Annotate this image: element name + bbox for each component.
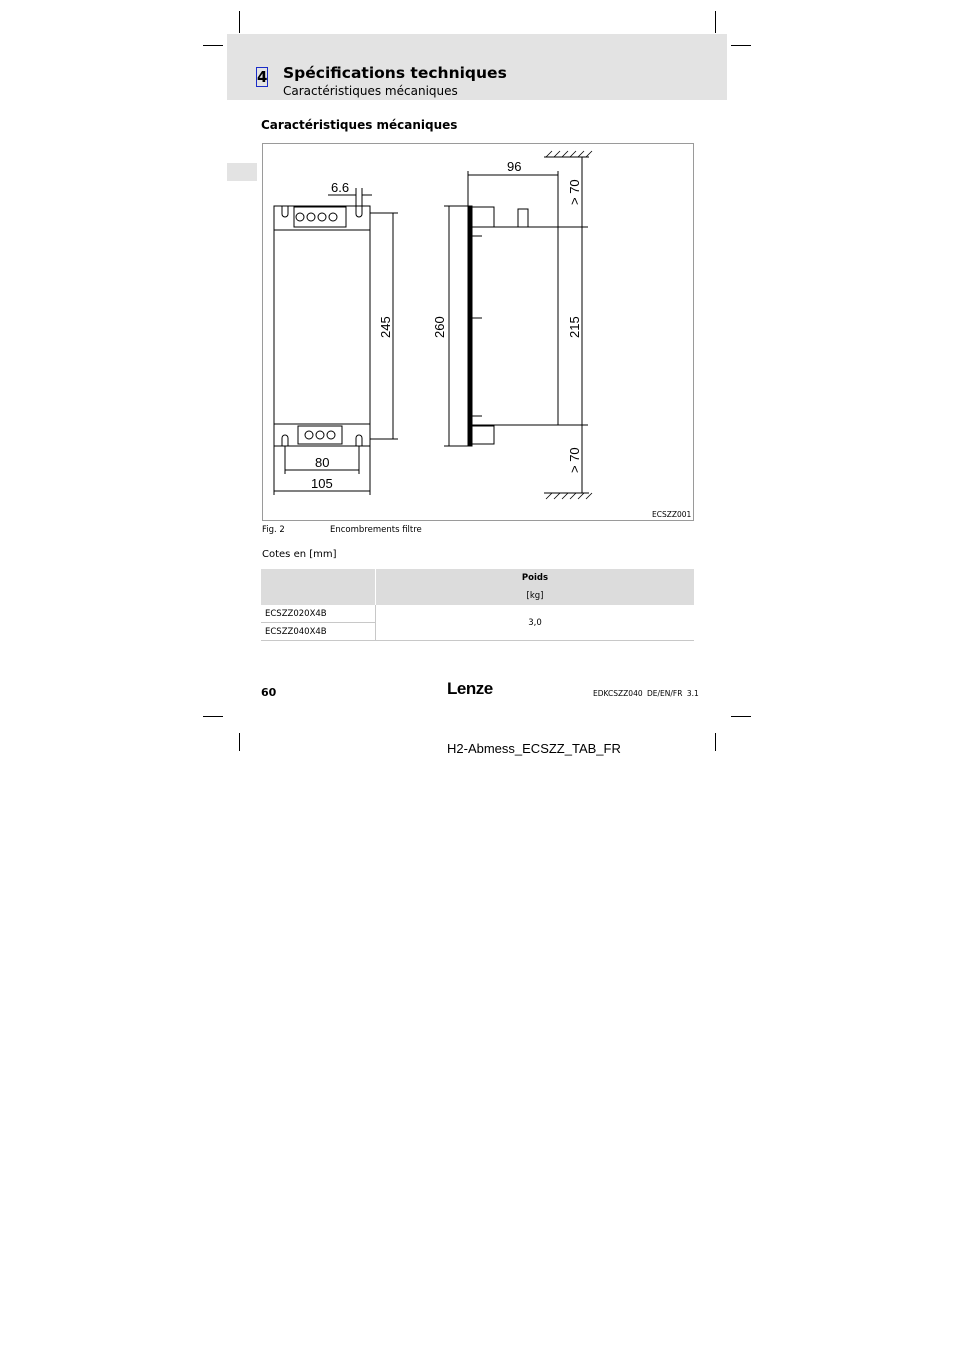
- header-weight-label: Poids: [521, 573, 549, 583]
- top-terminal-block: [294, 207, 346, 227]
- side-view-body: [472, 227, 558, 425]
- crop-mark: [203, 716, 223, 717]
- crop-mark: [203, 45, 223, 46]
- dim-gt70-top: > 70: [567, 179, 582, 205]
- crop-mark: [731, 716, 751, 717]
- dim-245: 245: [378, 316, 393, 338]
- figure-label: Fig. 2: [262, 525, 285, 535]
- section-title: Caractéristiques mécaniques: [261, 118, 458, 132]
- dim-gt70-bottom: > 70: [567, 447, 582, 473]
- table-weight-value: 3,0: [376, 605, 695, 641]
- dim-260: 260: [432, 316, 447, 338]
- side-tab: [227, 163, 257, 181]
- side-view-mounting-plate: [468, 206, 472, 446]
- dim-6-6: 6.6: [331, 180, 350, 195]
- crop-mark: [715, 11, 716, 33]
- header-weight-unit: [kg]: [526, 591, 544, 601]
- dim-96: 96: [507, 159, 522, 174]
- page-number: 60: [261, 686, 277, 699]
- weight-table: [261, 569, 694, 641]
- figure-caption: Encombrements filtre: [330, 525, 422, 535]
- chapter-subtitle: Caractéristiques mécaniques: [283, 84, 458, 98]
- crop-mark: [239, 11, 240, 33]
- dimension-drawing: [262, 143, 694, 521]
- figure-code: ECSZZ001: [652, 510, 692, 519]
- crop-mark: [239, 733, 240, 751]
- document-code: EDKCSZZ040 DE/EN/FR 3.1: [593, 689, 699, 698]
- dim-105: 105: [311, 476, 333, 491]
- front-view-body: [274, 206, 370, 446]
- chapter-number: 4: [257, 68, 268, 86]
- dim-215: 215: [567, 316, 582, 338]
- crop-mark: [715, 733, 716, 751]
- table-header-weight: [376, 569, 695, 605]
- lenze-logo: Lenze: [447, 679, 493, 698]
- crop-mark: [731, 45, 751, 46]
- table-header-blank: [261, 569, 376, 605]
- chapter-title: Spécifications techniques: [283, 64, 507, 82]
- units-note: Cotes en [mm]: [262, 549, 337, 560]
- table-row-label: ECSZZ040X4B: [261, 623, 376, 641]
- table-row-label: ECSZZ020X4B: [261, 605, 376, 623]
- dim-80: 80: [315, 455, 330, 470]
- file-name: H2-Abmess_ECSZZ_TAB_FR: [447, 741, 621, 756]
